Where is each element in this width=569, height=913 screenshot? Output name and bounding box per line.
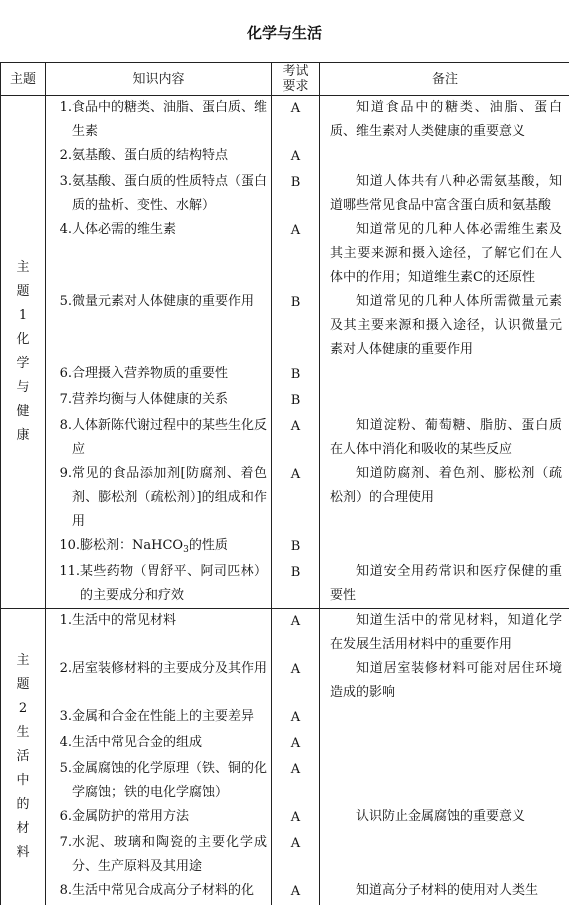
note-cell: [320, 144, 569, 170]
item-number: 8.: [59, 883, 72, 898]
item-text: [72, 705, 267, 729]
header-content: 知识内容: [46, 63, 272, 96]
item-text-main: 膨松剂：NaHCO: [80, 538, 184, 553]
requirement-cell: A: [272, 805, 320, 831]
item-text: [72, 462, 267, 534]
item-text-main: 居室装修材料的主要成分及其作用: [72, 661, 268, 676]
item-number: 2.: [59, 148, 72, 163]
formula-subscript: 3: [183, 545, 189, 555]
syllabus-table: [0, 62, 569, 905]
table-row: [1, 731, 569, 757]
item-text-after: 的性质: [188, 538, 228, 553]
item-text-main: 微量元素对人体健康的重要作用: [72, 294, 255, 309]
item-number: 1.: [59, 100, 72, 115]
item-text-main: 营养均衡与人体健康的关系: [72, 392, 229, 407]
note-cell: [320, 362, 569, 388]
knowledge-content-cell: [46, 731, 272, 757]
knowledge-content-cell: [46, 414, 272, 462]
table-row: [1, 462, 569, 534]
item-text-main: 合理摄入营养物质的重要性: [72, 366, 229, 381]
note-cell: 知道安全用药常识和医疗保健的重要性: [320, 560, 569, 609]
item-text-main: 生活中的常见材料: [72, 613, 177, 628]
item-number: 4.: [59, 735, 72, 750]
item-text: [72, 831, 267, 879]
note-cell: 知道常见的几种人体必需维生素及其主要来源和摄入途径，了解它们在人体中的作用；知道维生素C的还原性: [320, 218, 569, 290]
table-row: [1, 170, 569, 218]
table-row: [1, 831, 569, 879]
item-text: [72, 757, 267, 805]
note-cell: [320, 831, 569, 879]
requirement-cell: A: [272, 414, 320, 462]
item-number: 6.: [59, 809, 72, 824]
knowledge-content-cell: [46, 879, 272, 905]
item-number: 7.: [59, 392, 72, 407]
topic-cell: [1, 96, 46, 609]
requirement-cell: B: [272, 388, 320, 414]
header-note: 备注: [320, 63, 569, 96]
page-title: 化学与生活: [246, 24, 322, 42]
item-number: 2.: [59, 661, 72, 676]
topic-label: 主题1化学与健康: [16, 260, 30, 443]
requirement-cell: B: [272, 290, 320, 362]
requirement-cell: B: [272, 534, 320, 560]
item-text: [72, 805, 267, 829]
note-cell: 认识防止金属腐蚀的重要意义: [320, 805, 569, 831]
note-cell: 知道居室装修材料可能对居住环境造成的影响: [320, 657, 569, 705]
table-row: [1, 805, 569, 831]
requirement-cell: B: [272, 362, 320, 388]
item-text: [72, 96, 267, 144]
requirement-cell: A: [272, 657, 320, 705]
header-topic: 主题: [1, 63, 46, 96]
knowledge-content-cell: [46, 96, 272, 145]
note-cell: 知道人体共有八种必需氨基酸，知道哪些常见食品中富含蛋白质和氨基酸: [320, 170, 569, 218]
note-cell: [320, 534, 569, 560]
requirement-cell: B: [272, 560, 320, 609]
item-number: 11.: [59, 564, 80, 579]
table-row: [1, 218, 569, 290]
item-text-main: 金属防护的常用方法: [72, 809, 190, 824]
knowledge-content-cell: [46, 462, 272, 534]
knowledge-content-cell: [46, 805, 272, 831]
requirement-cell: A: [272, 96, 320, 145]
table-row: [1, 290, 569, 362]
note-cell: [320, 757, 569, 805]
note-cell: 知道高分子材料的使用对人类生: [320, 879, 569, 905]
item-text: [80, 534, 267, 558]
item-text-main: 金属和合金在性能上的主要差异: [72, 709, 255, 724]
knowledge-content-cell: [46, 218, 272, 290]
item-text: [72, 290, 267, 314]
knowledge-content-cell: [46, 831, 272, 879]
item-text: [80, 560, 267, 608]
note-cell: 知道食品中的糖类、油脂、蛋白质、维生素对人类健康的重要意义: [320, 96, 569, 145]
table-row: [1, 609, 569, 658]
item-number: 7.: [59, 835, 72, 850]
knowledge-content-cell: [46, 362, 272, 388]
table-row: [1, 388, 569, 414]
item-text: [72, 218, 267, 242]
requirement-cell: B: [272, 170, 320, 218]
knowledge-content-cell: [46, 609, 272, 658]
requirement-cell: A: [272, 831, 320, 879]
requirement-cell: A: [272, 731, 320, 757]
item-number: 1.: [59, 613, 72, 628]
item-number: 5.: [59, 294, 72, 309]
table-row: [1, 144, 569, 170]
item-number: 10.: [59, 538, 80, 553]
requirement-cell: A: [272, 757, 320, 805]
item-text-main: 金属腐蚀的化学原理（铁、铜的化学腐蚀；铁的电化学腐蚀）: [72, 761, 268, 800]
requirement-cell: A: [272, 705, 320, 731]
item-text-main: 氨基酸、蛋白质的结构特点: [72, 148, 229, 163]
item-text-main: 水泥、玻璃和陶瓷的主要化学成分、生产原料及其用途: [72, 835, 267, 874]
requirement-cell: A: [272, 218, 320, 290]
note-cell: [320, 731, 569, 757]
header-requirement: 考试 要求: [272, 63, 320, 96]
table-row: [1, 414, 569, 462]
knowledge-content-cell: [46, 560, 272, 609]
knowledge-content-cell: [46, 657, 272, 705]
topic-label: 主题2生活中的材料: [16, 653, 30, 860]
table-row: [1, 96, 569, 145]
item-text-main: 氨基酸、蛋白质的性质特点（蛋白质的盐析、变性、水解）: [72, 174, 268, 213]
knowledge-content-cell: [46, 388, 272, 414]
note-cell: [320, 705, 569, 731]
item-text-main: 某些药物（胃舒平、阿司匹林）的主要成分和疗效: [80, 564, 267, 603]
table-row: [1, 560, 569, 609]
item-text-main: 人体新陈代谢过程中的某些生化反应: [72, 418, 268, 457]
knowledge-content-cell: [46, 290, 272, 362]
requirement-cell: A: [272, 609, 320, 658]
item-text: [72, 388, 267, 412]
item-number: 9.: [59, 466, 72, 481]
item-text-main: 常见的食品添加剂[防腐剂、着色剂、膨松剂（疏松剂）]的组成和作用: [72, 466, 267, 529]
item-text: [72, 609, 267, 633]
table-row: [1, 757, 569, 805]
item-text: [72, 170, 267, 218]
item-number: 3.: [59, 709, 72, 724]
note-cell: 知道生活中的常见材料，知道化学在发展生活用材料中的重要作用: [320, 609, 569, 658]
requirement-cell: A: [272, 144, 320, 170]
table-row: [1, 879, 569, 905]
knowledge-content-cell: [46, 170, 272, 218]
knowledge-content-cell: [46, 534, 272, 560]
item-number: 5.: [59, 761, 72, 776]
knowledge-content-cell: [46, 757, 272, 805]
item-number: 6.: [59, 366, 72, 381]
note-cell: [320, 388, 569, 414]
item-text-main: 食品中的糖类、油脂、蛋白质、维生素: [72, 100, 268, 139]
knowledge-content-cell: [46, 144, 272, 170]
topic-cell: [1, 609, 46, 906]
item-text: [72, 879, 267, 903]
item-text: [72, 144, 267, 168]
item-number: 3.: [59, 174, 72, 189]
table-body: [1, 96, 569, 906]
item-text-main: 生活中常见合成高分子材料的化: [72, 883, 255, 898]
item-number: 8.: [59, 418, 72, 433]
table-row: [1, 534, 569, 560]
item-text: [72, 731, 267, 755]
requirement-cell: A: [272, 462, 320, 534]
table-row: [1, 362, 569, 388]
table-row: [1, 705, 569, 731]
note-cell: 知道常见的几种人体所需微量元素及其主要来源和摄入途径，认识微量元素对人体健康的重要作用: [320, 290, 569, 362]
item-number: 4.: [59, 222, 72, 237]
requirement-cell: A: [272, 879, 320, 905]
item-text-main: 人体必需的维生素: [72, 222, 177, 237]
note-cell: 知道防腐剂、着色剂、膨松剂（疏松剂）的合理使用: [320, 462, 569, 534]
item-text: [72, 362, 267, 386]
table-header-row: [1, 63, 569, 96]
knowledge-content-cell: [46, 705, 272, 731]
note-cell: 知道淀粉、葡萄糖、脂肪、蛋白质在人体中消化和吸收的某些反应: [320, 414, 569, 462]
table-row: [1, 657, 569, 705]
item-text: [72, 657, 267, 681]
item-text: [72, 414, 267, 462]
item-text-main: 生活中常见合金的组成: [72, 735, 203, 750]
